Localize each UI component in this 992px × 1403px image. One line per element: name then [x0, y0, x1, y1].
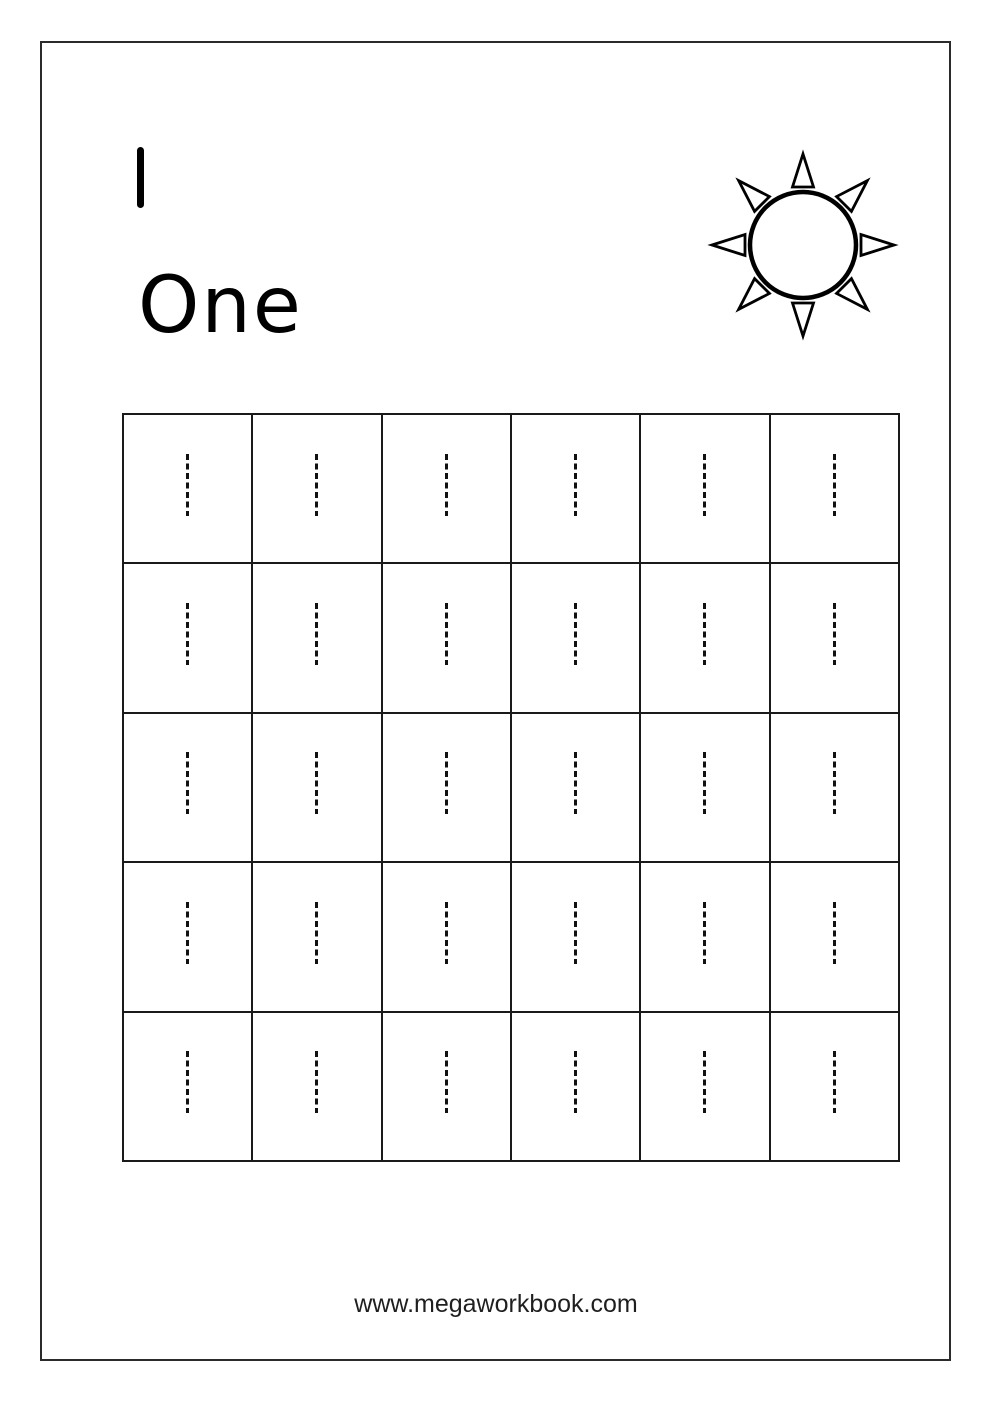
tracing-cell — [511, 1012, 640, 1161]
dotted-numeral-1 — [315, 902, 318, 964]
dotted-numeral-1 — [574, 1051, 577, 1113]
tracing-cell — [770, 563, 899, 712]
footer-website-url: www.megaworkbook.com — [354, 1290, 638, 1318]
dotted-numeral-1 — [703, 603, 706, 665]
tracing-cell — [382, 713, 511, 862]
dotted-numeral-1 — [833, 902, 836, 964]
dotted-numeral-1 — [703, 454, 706, 516]
dotted-numeral-1 — [703, 752, 706, 814]
tracing-cell — [123, 414, 252, 563]
dotted-numeral-1 — [186, 603, 189, 665]
dotted-numeral-1 — [186, 902, 189, 964]
tracing-cell — [770, 862, 899, 1011]
heading-number-word: One — [138, 261, 303, 351]
tracing-cell — [252, 563, 381, 712]
dotted-numeral-1 — [186, 752, 189, 814]
tracing-cell — [511, 563, 640, 712]
tracing-cell — [123, 862, 252, 1011]
dotted-numeral-1 — [445, 603, 448, 665]
tracing-grid — [122, 413, 900, 1162]
dotted-numeral-1 — [574, 454, 577, 516]
dotted-numeral-1 — [833, 752, 836, 814]
dotted-numeral-1 — [315, 454, 318, 516]
dotted-numeral-1 — [445, 902, 448, 964]
tracing-cell — [123, 563, 252, 712]
dotted-numeral-1 — [703, 902, 706, 964]
tracing-cell — [640, 1012, 769, 1161]
dotted-numeral-1 — [833, 1051, 836, 1113]
dotted-numeral-1 — [574, 902, 577, 964]
tracing-cell — [252, 414, 381, 563]
tracing-cell — [123, 1012, 252, 1161]
tracing-cell — [511, 862, 640, 1011]
tracing-cell — [252, 713, 381, 862]
dotted-numeral-1 — [186, 454, 189, 516]
tracing-cell — [640, 862, 769, 1011]
tracing-cell — [382, 1012, 511, 1161]
dotted-numeral-1 — [315, 752, 318, 814]
dotted-numeral-1 — [445, 454, 448, 516]
tracing-cell — [382, 414, 511, 563]
tracing-cell — [123, 713, 252, 862]
dotted-numeral-1 — [445, 752, 448, 814]
dotted-numeral-1 — [574, 752, 577, 814]
tracing-cell — [252, 1012, 381, 1161]
dotted-numeral-1 — [703, 1051, 706, 1113]
sun-icon — [698, 140, 908, 350]
heading-numeral-1 — [137, 147, 144, 208]
tracing-cell — [640, 713, 769, 862]
dotted-numeral-1 — [833, 603, 836, 665]
tracing-cell — [770, 414, 899, 563]
tracing-cell — [382, 862, 511, 1011]
tracing-cell — [252, 862, 381, 1011]
tracing-cell — [770, 713, 899, 862]
tracing-cell — [640, 563, 769, 712]
dotted-numeral-1 — [833, 454, 836, 516]
dotted-numeral-1 — [186, 1051, 189, 1113]
dotted-numeral-1 — [315, 603, 318, 665]
dotted-numeral-1 — [315, 1051, 318, 1113]
tracing-cell — [640, 414, 769, 563]
tracing-cell — [511, 414, 640, 563]
tracing-cell — [770, 1012, 899, 1161]
tracing-cell — [382, 563, 511, 712]
tracing-cell — [511, 713, 640, 862]
dotted-numeral-1 — [574, 603, 577, 665]
dotted-numeral-1 — [445, 1051, 448, 1113]
